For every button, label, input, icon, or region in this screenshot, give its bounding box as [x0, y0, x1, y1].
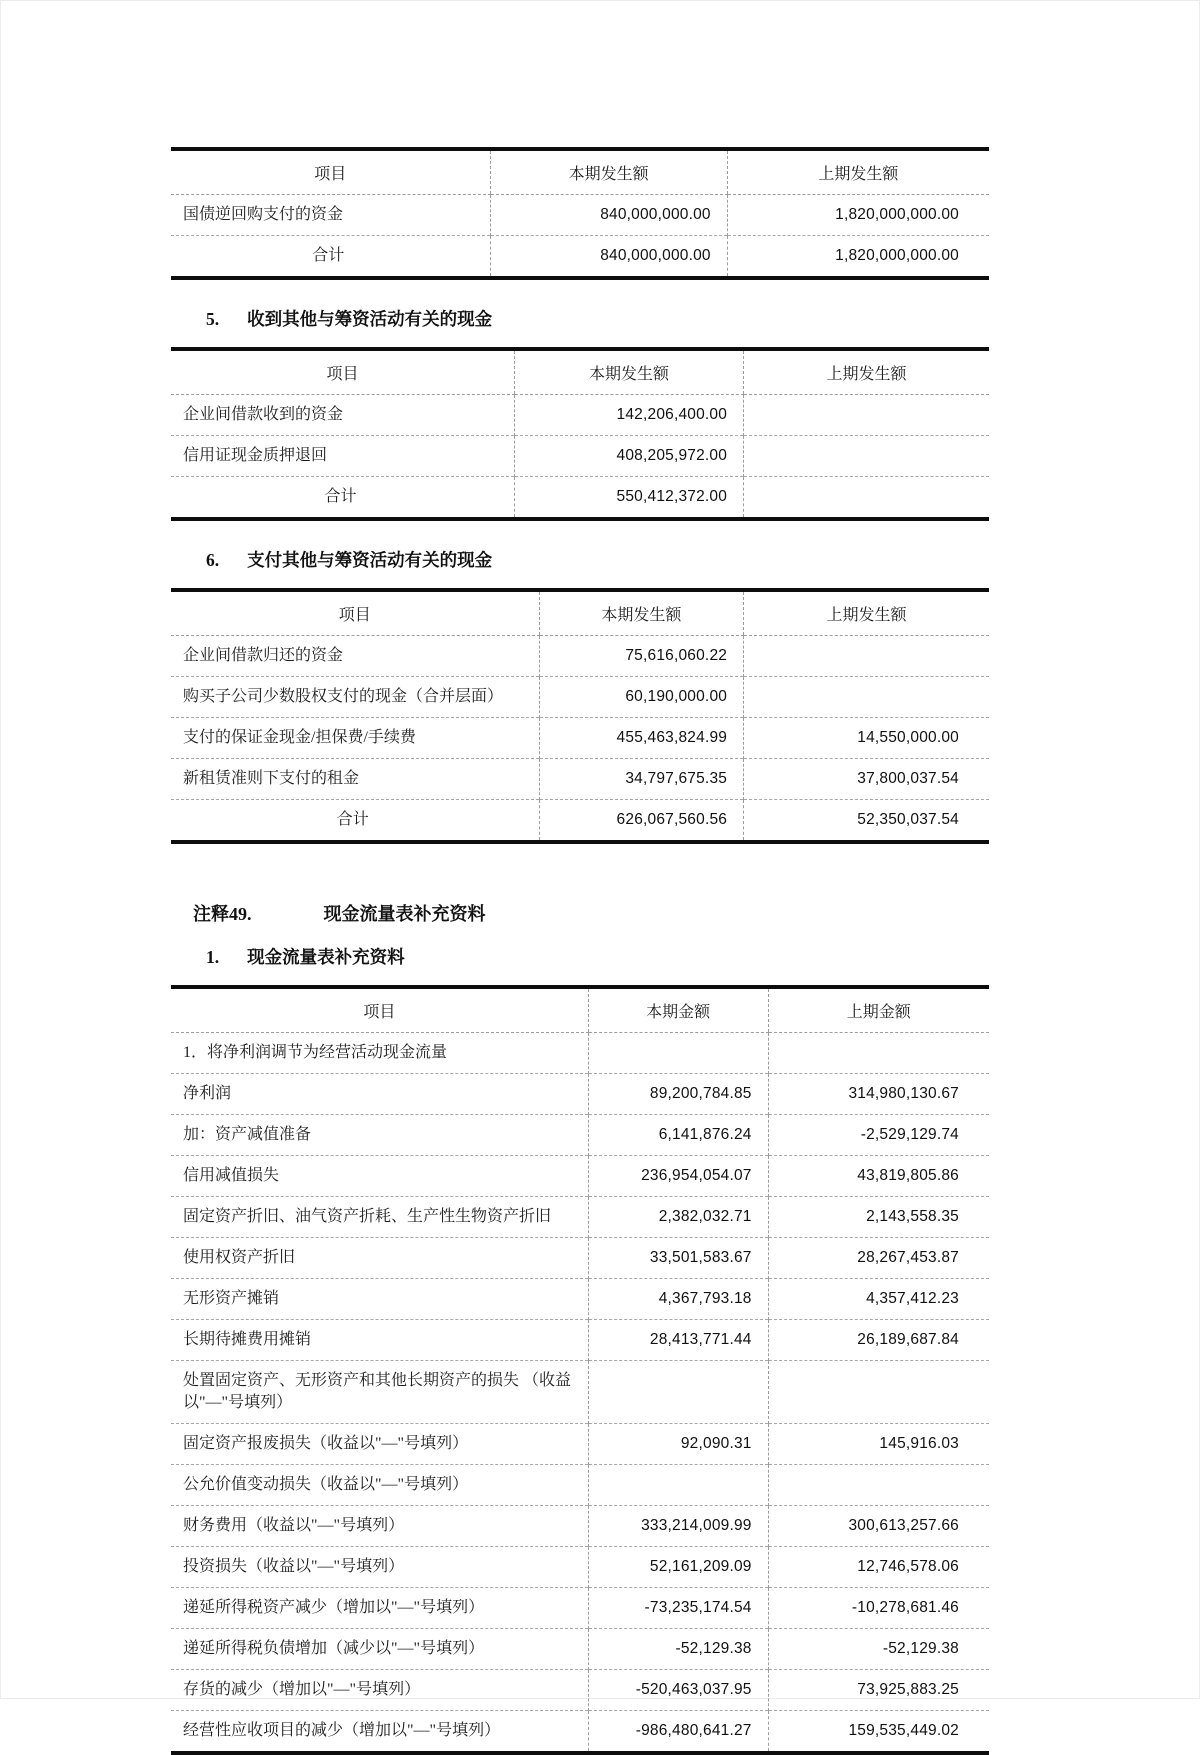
table-cash-flow-supplement	[171, 985, 989, 1755]
amount-cell-prior: -52,129.38	[768, 1629, 989, 1670]
column-header-item: 项目	[171, 349, 515, 395]
section-number: 5.	[206, 309, 220, 329]
table-row	[171, 636, 989, 677]
column-header-current: 本期发生额	[490, 149, 727, 195]
table-row	[171, 1361, 989, 1424]
table-row	[171, 1670, 989, 1711]
column-header-item: 项目	[171, 590, 539, 636]
table-header-row	[171, 987, 989, 1033]
amount-cell-current: 92,090.31	[588, 1424, 768, 1465]
table-section-row	[171, 1033, 989, 1074]
amount-cell-prior: 12,746,578.06	[768, 1547, 989, 1588]
amount-cell-current: -986,480,641.27	[588, 1711, 768, 1754]
total-label-cell: 合计	[171, 236, 490, 279]
total-label-cell: 合计	[171, 477, 515, 520]
amount-cell-prior: 1,820,000,000.00	[727, 236, 989, 279]
amount-cell-current	[588, 1033, 768, 1074]
amount-cell-current: 89,200,784.85	[588, 1074, 768, 1115]
item-cell: 企业间借款归还的资金	[183, 647, 344, 664]
amount-cell-prior	[744, 436, 989, 477]
amount-cell-prior: 52,350,037.54	[744, 800, 989, 843]
amount-cell-current: 550,412,372.00	[515, 477, 744, 520]
amount-cell-current	[588, 1361, 768, 1424]
section-title: 收到其他与筹资活动有关的现金	[247, 309, 493, 329]
item-cell: 投资损失（收益以"—"号填列）	[171, 1547, 588, 1588]
table-other-cash-received	[171, 347, 989, 521]
amount-cell-prior: 26,189,687.84	[768, 1320, 989, 1361]
amount-cell-current: 28,413,771.44	[588, 1320, 768, 1361]
amount-cell-prior	[768, 1465, 989, 1506]
table-row	[171, 1588, 989, 1629]
amount-cell-current: 52,161,209.09	[588, 1547, 768, 1588]
item-cell: 无形资产摊销	[171, 1279, 588, 1320]
item-cell: 固定资产报废损失（收益以"—"号填列）	[171, 1424, 588, 1465]
table-row	[171, 1320, 989, 1361]
amount-cell-current: 333,214,009.99	[588, 1506, 768, 1547]
item-cell: 购买子公司少数股权支付的现金（合并层面）	[171, 677, 539, 718]
amount-cell-current: 626,067,560.56	[539, 800, 744, 843]
table-row	[171, 1711, 989, 1754]
table-header-row	[171, 149, 989, 195]
amount-cell-current: 236,954,054.07	[588, 1156, 768, 1197]
column-header-current: 本期发生额	[539, 590, 744, 636]
amount-cell-prior: 37,800,037.54	[744, 759, 989, 800]
section-heading-6	[206, 547, 989, 572]
item-cell: 处置固定资产、无形资产和其他长期资产的损失 （收益以"—"号填列）	[171, 1361, 588, 1424]
column-header-current: 本期发生额	[515, 349, 744, 395]
document-content	[171, 1, 989, 1755]
table-row	[171, 1506, 989, 1547]
item-cell: 公允价值变动损失（收益以"—"号填列）	[171, 1465, 588, 1506]
amount-cell-prior	[744, 477, 989, 520]
sub-heading-1	[206, 944, 989, 969]
section-heading-5	[206, 306, 989, 331]
amount-cell-current: 75,616,060.22	[539, 636, 744, 677]
amount-cell-current: 408,205,972.00	[515, 436, 744, 477]
column-header-current: 本期金额	[588, 987, 768, 1033]
table-header-row	[171, 590, 989, 636]
table-row	[171, 1279, 989, 1320]
total-label-cell: 合计	[171, 800, 539, 843]
item-cell: 使用权资产折旧	[171, 1238, 588, 1279]
section-number: 6.	[206, 550, 220, 570]
note-heading-49	[193, 900, 989, 926]
section-title: 支付其他与筹资活动有关的现金	[247, 550, 493, 570]
amount-cell-current	[588, 1465, 768, 1506]
amount-cell-current: 4,367,793.18	[588, 1279, 768, 1320]
amount-cell-current: 142,206,400.00	[515, 395, 744, 436]
column-header-prior: 上期发生额	[727, 149, 989, 195]
table-row	[171, 1156, 989, 1197]
amount-cell-prior: 43,819,805.86	[768, 1156, 989, 1197]
amount-cell-prior: 1,820,000,000.00	[727, 195, 989, 236]
note-number: 注释49.	[193, 904, 252, 924]
amount-cell-prior: 2,143,558.35	[768, 1197, 989, 1238]
item-cell: 长期待摊费用摊销	[171, 1320, 588, 1361]
section-number: 1.	[206, 947, 220, 967]
section-title: 现金流量表补充资料	[247, 947, 405, 967]
amount-cell-prior: 314,980,130.67	[768, 1074, 989, 1115]
table-row	[171, 1465, 989, 1506]
amount-cell-current: 33,501,583.67	[588, 1238, 768, 1279]
item-cell: 财务费用（收益以"—"号填列）	[171, 1506, 588, 1547]
item-cell: 固定资产折旧、油气资产折耗、生产性生物资产折旧	[171, 1197, 588, 1238]
item-cell: 信用证现金质押退回	[171, 436, 515, 477]
amount-cell-current: 455,463,824.99	[539, 718, 744, 759]
table-row	[171, 195, 989, 236]
item-cell: 经营性应收项目的减少（增加以"—"号填列）	[171, 1711, 588, 1754]
item-cell: 信用减值损失	[171, 1156, 588, 1197]
amount-cell-prior: 28,267,453.87	[768, 1238, 989, 1279]
item-cell: 国债逆回购支付的资金	[183, 206, 344, 223]
table-row	[171, 1629, 989, 1670]
amount-cell-prior: -2,529,129.74	[768, 1115, 989, 1156]
table-total-row	[171, 236, 989, 279]
table-row	[171, 718, 989, 759]
amount-cell-prior	[768, 1033, 989, 1074]
table-total-row	[171, 800, 989, 843]
amount-cell-prior	[744, 395, 989, 436]
table-row	[171, 1197, 989, 1238]
column-header-prior: 上期金额	[768, 987, 989, 1033]
item-cell: 存货的减少（增加以"—"号填列）	[171, 1670, 588, 1711]
item-cell: 新租赁准则下支付的租金	[171, 759, 539, 800]
table-row	[171, 677, 989, 718]
table-header-row	[171, 349, 989, 395]
item-cell: 加：资产减值准备	[171, 1115, 588, 1156]
amount-cell-prior: 159,535,449.02	[768, 1711, 989, 1754]
table-other-cash-paid	[171, 588, 989, 844]
amount-cell-prior: 145,916.03	[768, 1424, 989, 1465]
item-cell: 企业间借款收到的资金	[183, 406, 344, 423]
amount-cell-prior: 73,925,883.25	[768, 1670, 989, 1711]
column-header-prior: 上期发生额	[744, 349, 989, 395]
amount-cell-current: 840,000,000.00	[490, 195, 727, 236]
amount-cell-current: 2,382,032.71	[588, 1197, 768, 1238]
amount-cell-current: -52,129.38	[588, 1629, 768, 1670]
column-header-item: 项目	[171, 987, 588, 1033]
amount-cell-prior: 300,613,257.66	[768, 1506, 989, 1547]
amount-cell-prior: 4,357,412.23	[768, 1279, 989, 1320]
amount-cell-current: 6,141,876.24	[588, 1115, 768, 1156]
amount-cell-current: -73,235,174.54	[588, 1588, 768, 1629]
table-row	[171, 759, 989, 800]
note-title: 现金流量表补充资料	[323, 904, 486, 924]
column-header-prior: 上期发生额	[744, 590, 989, 636]
amount-cell-current: 60,190,000.00	[539, 677, 744, 718]
amount-cell-prior: -10,278,681.46	[768, 1588, 989, 1629]
table-row	[171, 1074, 989, 1115]
amount-cell-prior	[768, 1361, 989, 1424]
table-row	[171, 395, 989, 436]
amount-cell-prior	[744, 677, 989, 718]
table-row	[171, 1238, 989, 1279]
item-cell: 递延所得税资产减少（增加以"—"号填列）	[171, 1588, 588, 1629]
item-cell: 净利润	[171, 1074, 588, 1115]
amount-cell-current: 34,797,675.35	[539, 759, 744, 800]
table-row	[171, 1547, 989, 1588]
item-cell: 递延所得税负债增加（减少以"—"号填列）	[171, 1629, 588, 1670]
amount-cell-current: 840,000,000.00	[490, 236, 727, 279]
table-total-row	[171, 477, 989, 520]
table-row	[171, 1115, 989, 1156]
amount-cell-current: -520,463,037.95	[588, 1670, 768, 1711]
table-row	[171, 436, 989, 477]
item-cell: 支付的保证金现金/担保费/手续费	[171, 718, 539, 759]
table-row	[171, 1424, 989, 1465]
column-header-item: 项目	[171, 149, 490, 195]
amount-cell-prior	[744, 636, 989, 677]
amount-cell-prior: 14,550,000.00	[744, 718, 989, 759]
item-cell: 1．将净利润调节为经营活动现金流量	[183, 1044, 448, 1061]
table-repo-payments	[171, 147, 989, 280]
